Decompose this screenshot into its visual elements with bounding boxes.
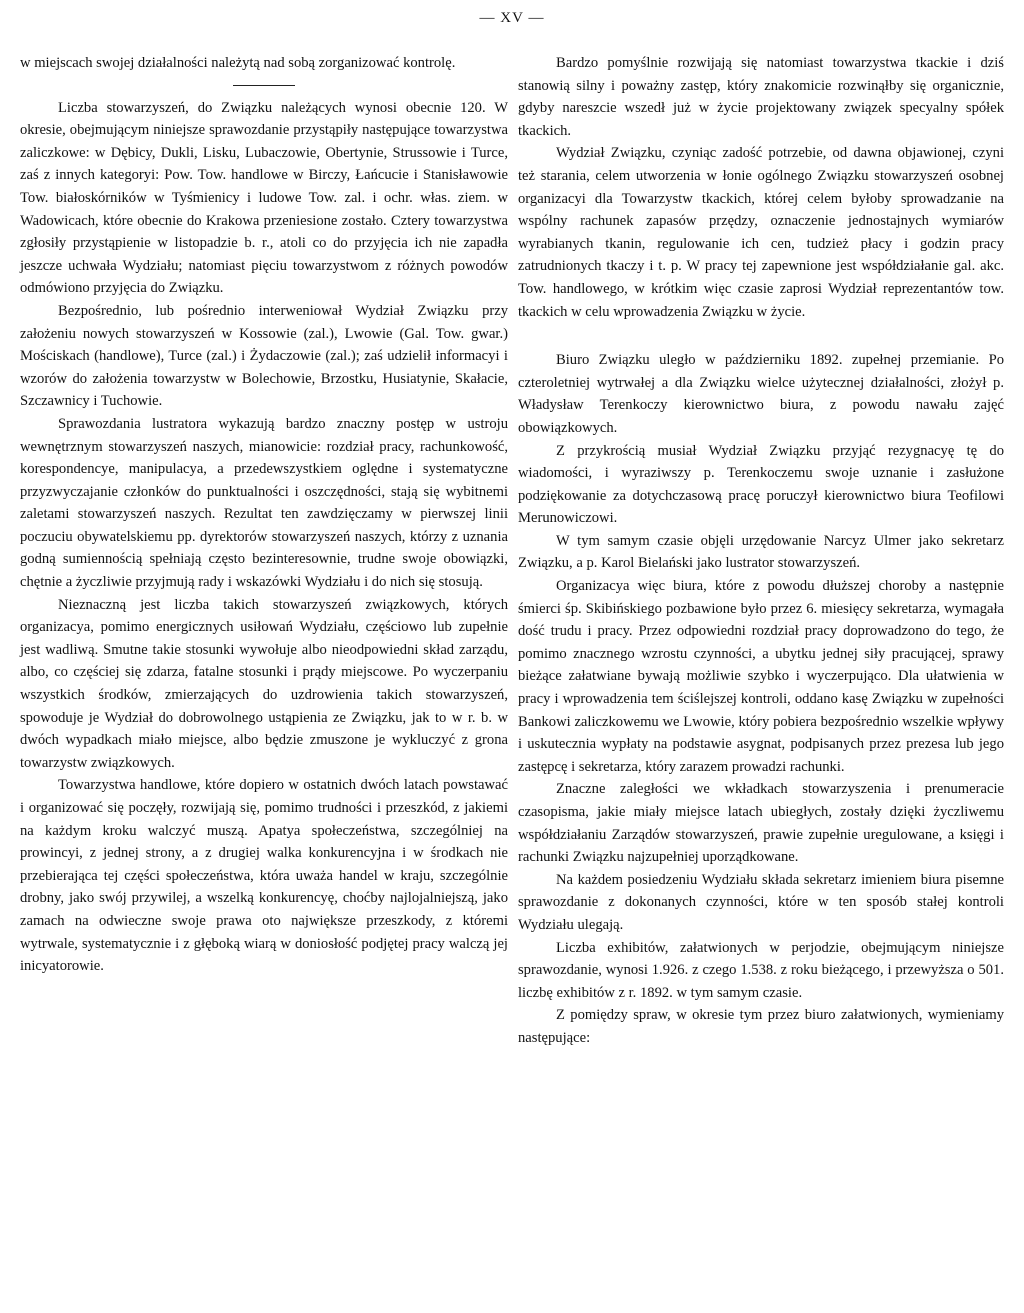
paragraph: Bezpośrednio, lub pośrednio interweniował Wydział Związku przy założeniu nowych stowarzyszeń w Kossowie (zal.), Lwowie (Gal. Tow. gwar.) Mościskach (handlowe), Turce (zal.) i Żydaczowie (zal.); zaś udzielił informacyi i wzorów do założenia towarzystw w Bolechowie, Brzostku, Husiatynie, Skałacie, Szczawnicy i Tuchowie. — [20, 302, 508, 410]
paragraph: w miejscach swojej działalności należytą nad sobą zorganizować kontrolę. — [20, 55, 456, 71]
paragraph: Sprawozdania lustratora wykazują bardzo znaczny postęp w ustroju wewnętrznym stowarzyszeń naszych, mianowicie: rozdział pracy, rachunkowość, korespondencye, manipulacya, a przedewszystkiem oględne i systematyczne przyzwyczajanie członków do punktualności i oszczędności, stają się wybitnemi zaletami stowarzyszeń naszych. Rezultat ten zawdzięczamy w pierwszej linii poczuciu obywatelskiemu pp. dyrektorów stowarzyszeń naszych, którzy z uznania godną sumiennością spełniają często bezinteresownie, trudne swoje obowiązki, chętnie a życzliwie przyjmują rady i wskazówki Wydziału i do nich się stosują. — [20, 415, 508, 591]
paragraph: Na każdem posiedzeniu Wydziału składa sekretarz imieniem biura pisemne sprawozdanie z dokonanych czynności, które w ten sposób stałej kontroli Wydziału ulegają. — [518, 871, 1004, 933]
right-column — [518, 52, 1004, 1050]
paragraph: Bardzo pomyślnie rozwijają się natomiast towarzystwa tkackie i dziś stanowią silny i poważny zastęp, który znakomicie rozwinąłby się organicznie, gdyby nareszcie wszedł już w życie projektowany związek specyalny spółek tkackich. — [518, 55, 1004, 139]
paragraph: W tym samym czasie objęli urzędowanie Narcyz Ulmer jako sekretarz Związku, a p. Karol Bielański jako lustrator stowarzyszeń. — [518, 532, 1004, 572]
paragraph: Liczba stowarzyszeń, do Związku należących wynosi obecnie 120. W okresie, obejmującym niniejsze sprawozdanie przystąpiły następujące towarzystwa zaliczkowe: w Dębicy, Dukli, Lisku, Lubaczowie, Obertynie, Strussowie i Turce, zaś z innych kategoryi: Pow. Tow. handlowe w Birczy, Łańcucie i Stanisławowie Tow. białoskórników w Tyśmienicy i ludowe Tow. zal. i ochr. włas. ziem. w Wadowicach, które obecnie do Krakowa przeniesione zostało. Cztery towarzystwa zgłosiły przystąpienie w listopadzie b. r., atoli co do przyjęcia ich nie zapadła jeszcze uchwała Wydziału; natomiast pięciu towarzystwom z różnych powodów odmówiono przyjęcia do Związku. — [20, 99, 508, 297]
section-divider — [233, 85, 295, 86]
paragraph: Z przykrością musiał Wydział Związku przyjąć rezygnacyę tę do wiadomości, i wyraziwszy p. Terenkoczemu swoje uznanie i zasłużone podziękowanie za dotychczasową pracę poruczył kierownictwo biura Teofilowi Merunowiczowi. — [518, 442, 1004, 527]
paragraph: Organizacya więc biura, które z powodu dłuższej choroby a następnie śmierci śp. Skibińskiego pozbawione było przez 6. miesięcy sekretarza, wymagała dość trudu i pracy. Przez odpowiedni rozdział pracy doprowadzono do tego, że pomimo znacznego wzrostu czynności, a ubytku jednej siły pracującej, sprawy bieżące załatwiane bywają możliwie szybko i wyczerpująco. Dla ułatwienia w pracy i wprowadzenia tem ściślejszej kontroli, oddano kasę Związku w zupełności Bankowi zaliczkowemu we Lwowie, który pobiera bezpośrednio wszelkie wpływy i uskutecznia wypłaty na podstawie asygnat, podpisanych przez prezesa lub jego zastępcę i sekretarza, który zarazem prowadzi rachunki. — [518, 578, 1004, 775]
paragraph: Znaczne zaległości we wkładkach stowarzyszenia i prenumeracie czasopisma, jakie miały miejsce latach ubiegłych, zostały dzięki życzliwemu współdziałaniu Zarządów stowarzyszeń, prawie zupełnie uregulowane, a księgi i rachunki Związku najzupełniej uporządkowane. — [518, 781, 1004, 866]
paragraph: Biuro Związku uległo w październiku 1892. zupełnej przemianie. Po czteroletniej wytrwałej a dla Związku wielce użytecznej działalności, złożył p. Władysław Terenkoczy kierownictwo biura, z powodu nawału zajęć obowiązkowych. — [518, 352, 1004, 436]
left-column — [20, 52, 508, 978]
paragraph: Z pomiędzy spraw, w okresie tym przez biuro załatwionych, wymieniamy następujące: — [518, 1007, 1004, 1046]
paragraph: Liczba exhibitów, załatwionych w perjodzie, obejmującym niniejsze sprawozdanie, wynosi 1.926. z czego 1.538. z roku bieżącego, i przewyższa o 501. liczbę exhibitów z r. 1892. w tym samym czasie. — [518, 939, 1004, 1001]
page-number: — XV — — [479, 10, 545, 26]
paragraph: Towarzystwa handlowe, które dopiero w ostatnich dwóch latach powstawać i organizować się poczęły, rozwijają się, pomimo trudności i przeszkód, z jakiemi na każdym kroku walczyć muszą. Apatya społeczeństwa, szczególniej na prowincyi, z jednej strony, a z drugiej walka konkurencyjna i w środkach nie przebierająca tej części społeczeństwa, która uważa handel w kraju, szczególnie drobny, jako swój przywilej, a wszelką konkurencyę, choćby najlojalniejszą, jako zamach na odwieczne swoje prawa oto największe przeszkody, z któremi wytrwale, systematycznie i z głęboką wiarą w doniosłość podjętej pracy walczą jej inicyatorowie. — [20, 777, 508, 975]
paragraph: Wydział Związku, czyniąc zadość potrzebie, od dawna objawionej, czyni też starania, celem utworzenia w łonie ogólnego Związku stowarzyszeń osobnej organizacyi dla Towarzystw tkackich, której celem byłoby sprowadzanie na wspólny rachunek zapasów przędzy, oznaczenie jednostajnych wymiarów wyrabianych tkanin, regulowanie ich cen, tudzież płacy i godzin pracy zatrudnionych tkaczy i t. p. W pracy tej zapewnione jest współdziałanie gal. akc. Tow. handlowego, w krótkim więc czasie zaprosi Wydział reprezentantów tow. tkackich w celu wprowadzenia Związku w życie. — [518, 145, 1004, 320]
paragraph: Nieznaczną jest liczba takich stowarzyszeń związkowych, których organizacya, pomimo energicznych usiłowań Wydziału, częściowo lub zupełnie jest wadliwą. Smutne takie stosunki wywołuje albo nieodpowiedni skład zarządu, albo, co częściej się zdarza, fatalne stosunki i prądy miejscowe. Po wyczerpaniu wszystkich środków, zmierzających do uzdrowienia takich stowarzyszeń, spowoduje je Wydział do dobrowolnego ustąpienia ze Związku, jak to w r. b. w dwóch wypadkach miało miejsce, albo będzie zmuszone je wykluczyć z grona towarzystw związkowych. — [20, 596, 508, 771]
